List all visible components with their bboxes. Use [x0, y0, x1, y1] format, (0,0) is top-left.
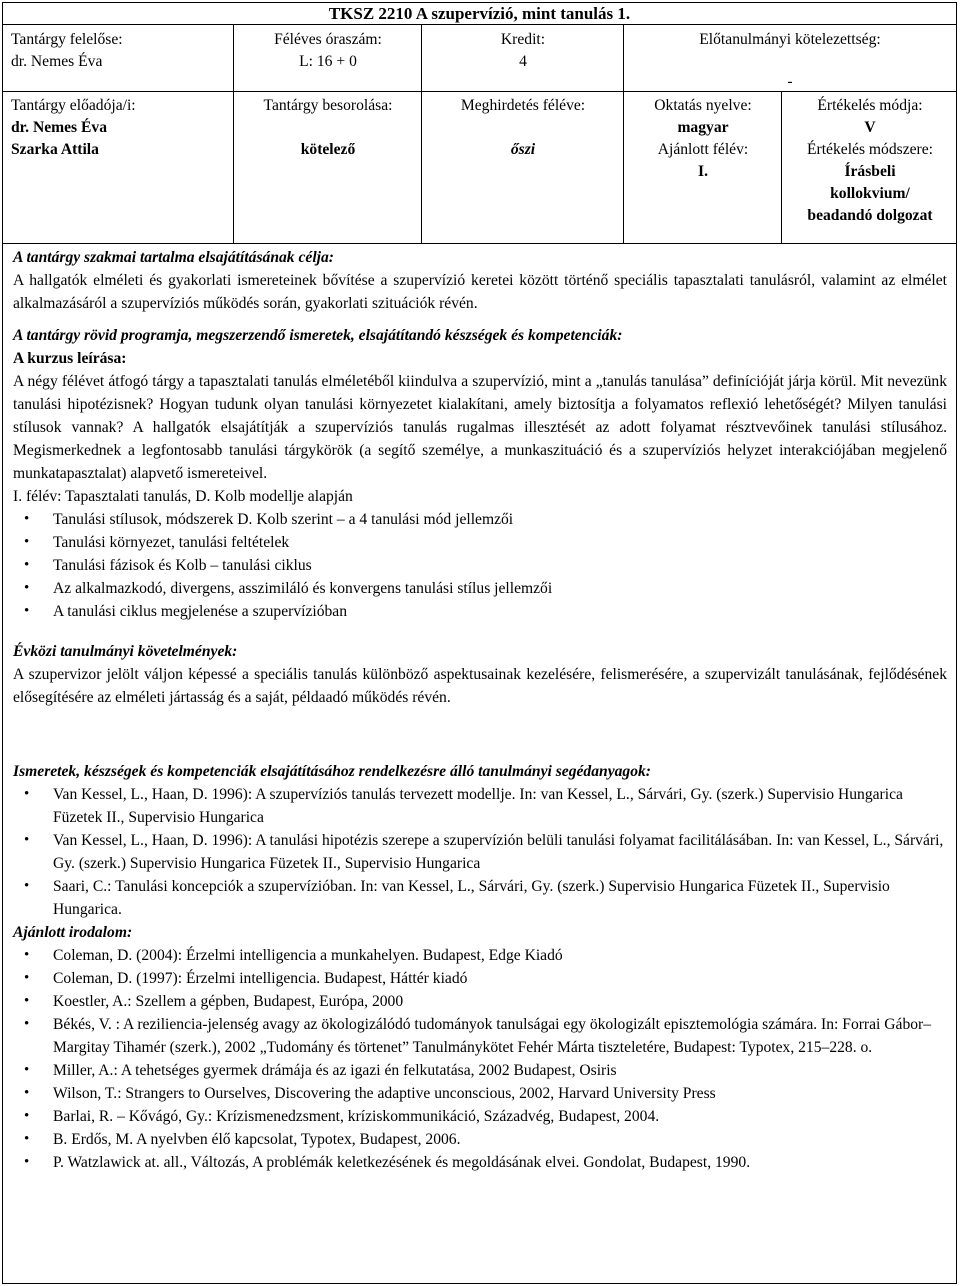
grid-line: [3, 243, 956, 244]
lecturer-name-1: dr. Nemes Éva: [11, 119, 108, 136]
language-label: Oktatás nyelve:: [654, 97, 752, 114]
literature-heading: Ajánlott irodalom:: [13, 924, 133, 941]
eval-mode-value: V: [864, 119, 876, 136]
literature-item: • Wilson, T.: Strangers to Ourselves, Discovering the adaptive unconscious, 2002, Harvard University Press: [53, 1082, 947, 1105]
goal-text: A hallgatók elméleti és gyakorlati ismereteinek bővítése a szupervízió keretei között történő speciális tapasztalati tanulásról, valamint az elmélet alkalmazásáról a szupervíziós működés során, gyakorlati szituációk révén.: [13, 272, 947, 312]
literature-item: • P. Watzlawick at. all., Változás, A problémák keletkezésének és megoldásának elvei. Gondolat, Budapest, 1990.: [53, 1151, 947, 1174]
credit-label: Kredit:: [500, 31, 546, 48]
requirements-text: A szupervizor jelölt váljon képessé a speciális tanulás különböző aspektusainak kezelésére, felismerésére, a szupervizált tanulásának, fejlődésének elősegítésére az elméleti jártasság és a saját, példaadó működés révén.: [13, 666, 947, 706]
literature-item: • Coleman, D. (1997): Érzelmi intelligencia. Budapest, Háttér kiadó: [53, 967, 947, 990]
topic-item: • Tanulási környezet, tanulási feltételek: [53, 531, 947, 554]
responsible-name: dr. Nemes Éva: [11, 53, 103, 70]
eval-method-value-1: Írásbeli: [844, 163, 896, 180]
literature-list: [13, 944, 947, 1174]
semester-topic-line: I. félév: Tapasztalati tanulás, D. Kolb modellje alapján: [13, 488, 353, 505]
course-description-text: A négy félévet átfogó tárgy a tapasztalati tanulás elméletéből kiindulva a szupervízió, mint a „tanulás tanulása” definícióját járja körül. Mit nevezünk tanulási hipotézisnek? Hogyan tudunk olyan tanulási környezetet kialakítani, amely biztosítja a folyamatos reflexió lehetőségét? Milyen tanulási stílusok vannak? A hallgatók elsajátítják a szupervíziós tanulás rugalmas illesztését az adott folyamat résztvevőinek tanulási stílusához. Megismerkednek a legfontosabb tanulási tárgykörök (a segítő személye, a munkaszituáció és a szupervíziós helyzet interakciójában megjelenő munkatapasztalat) alapvető ismereteivel.: [13, 373, 947, 482]
requirements-heading: Évközi tanulmányi követelmények:: [13, 643, 238, 660]
responsible-label: Tantárgy felelőse:: [11, 31, 123, 48]
topic-list: [13, 508, 947, 623]
program-heading: A tantárgy rövid programja, megszerzendő ismeretek, elsajátítandó készségek és kompetenciák:: [13, 327, 623, 344]
literature-item: • B. Erdős, M. A nyelvben élő kapcsolat, Typotex, Budapest, 2006.: [53, 1128, 947, 1151]
literature-item: • Békés, V. : A reziliencia-jelenség avagy az ökologizálódó tudományok tanulságai egy ökologizált episztemológia számára. In: Forrai Gábor–Margitay Tihamér (szerk.), 2002 „Tudomány és törtenet” Tanulmánykötet Fehér Márta tiszteletére, Budapest: Typotex, 215–228. o.: [53, 1013, 947, 1059]
material-item: • Van Kessel, L., Haan, D. 1996): A tanulási hipotézis szerepe a szupervízión belüli tanulási folyamat facilitálásában. In: van Kessel, L., Sárvári, Gy. (szerk.) Supervisio Hungarica Füzetek II., Supervisio Hungarica: [53, 829, 947, 875]
literature-item: • Barlai, R. – Kővágó, Gy.: Krízismenedzsment, kríziskommunikáció, Századvég, Budapest, 2004.: [53, 1105, 947, 1128]
semester-value: őszi: [510, 141, 536, 158]
course-description-label: A kurzus leírása:: [13, 350, 127, 367]
hours-value: L: 16 + 0: [299, 53, 357, 70]
course-sheet: [2, 2, 957, 1284]
grid-line: [623, 25, 624, 243]
grid-line: [781, 91, 782, 243]
eval-mode-label: Értékelés módja:: [817, 97, 923, 114]
hours-label: Féléves óraszám:: [274, 31, 382, 48]
grid-line: [421, 25, 422, 243]
materials-list: [13, 783, 947, 921]
eval-method-label: Értékelés módszere:: [807, 141, 933, 158]
topic-item: • Tanulási stílusok, módszerek D. Kolb szerint – a 4 tanulási mód jellemzői: [53, 508, 947, 531]
lecturer-label: Tantárgy előadója/i:: [11, 97, 136, 114]
topic-item: • A tanulási ciklus megjelenése a szupervízióban: [53, 600, 947, 623]
grid-line: [3, 91, 956, 92]
classification-value: kötelező: [300, 141, 356, 158]
course-title: TKSZ 2210 A szupervízió, mint tanulás 1.: [3, 3, 956, 25]
material-item: • Van Kessel, L., Haan, D. 1996): A szupervíziós tanulás tervezett modellje. In: van Kessel, L., Sárvári, Gy. (szerk.) Supervisio Hungarica Füzetek II., Supervisio Hungarica: [53, 783, 947, 829]
prereq-value: -: [787, 73, 793, 90]
credit-value: 4: [519, 53, 527, 70]
recommended-value: I.: [698, 163, 708, 180]
lecturer-name-2: Szarka Attila: [11, 141, 99, 158]
materials-heading: Ismeretek, készségek és kompetenciák elsajátításához rendelkezésre álló tanulmányi segédanyagok:: [13, 763, 651, 780]
grid-line: [233, 25, 234, 243]
course-body: [13, 246, 947, 1174]
literature-item: • Miller, A.: A tehetséges gyermek drámája és az igazi én felkutatása, 2002 Budapest, Osiris: [53, 1059, 947, 1082]
literature-item: • Coleman, D. (2004): Érzelmi intelligencia a munkahelyen. Budapest, Edge Kiadó: [53, 944, 947, 967]
recommended-label: Ajánlott félév:: [657, 141, 749, 158]
language-value: magyar: [677, 119, 729, 136]
semester-label: Meghirdetés féléve:: [460, 97, 586, 114]
literature-item: • Koestler, A.: Szellem a gépben, Budapest, Európa, 2000: [53, 990, 947, 1013]
topic-item: • Az alkalmazkodó, divergens, asszimiláló és konvergens tanulási stílus jellemzői: [53, 577, 947, 600]
topic-item: • Tanulási fázisok és Kolb – tanulási ciklus: [53, 554, 947, 577]
eval-method-value-3: beadandó dolgozat: [807, 207, 933, 224]
material-item: • Saari, C.: Tanulási koncepciók a szupervízióban. In: van Kessel, L., Sárvári, Gy. (szerk.) Supervisio Hungarica Füzetek II., Supervisio Hungarica.: [53, 875, 947, 921]
eval-method-value-2: kollokvium/: [830, 185, 910, 202]
classification-label: Tantárgy besorolása:: [263, 97, 393, 114]
prereq-label: Előtanulmányi kötelezettség:: [699, 31, 881, 48]
goal-heading: A tantárgy szakmai tartalma elsajátításának célja:: [13, 249, 334, 266]
